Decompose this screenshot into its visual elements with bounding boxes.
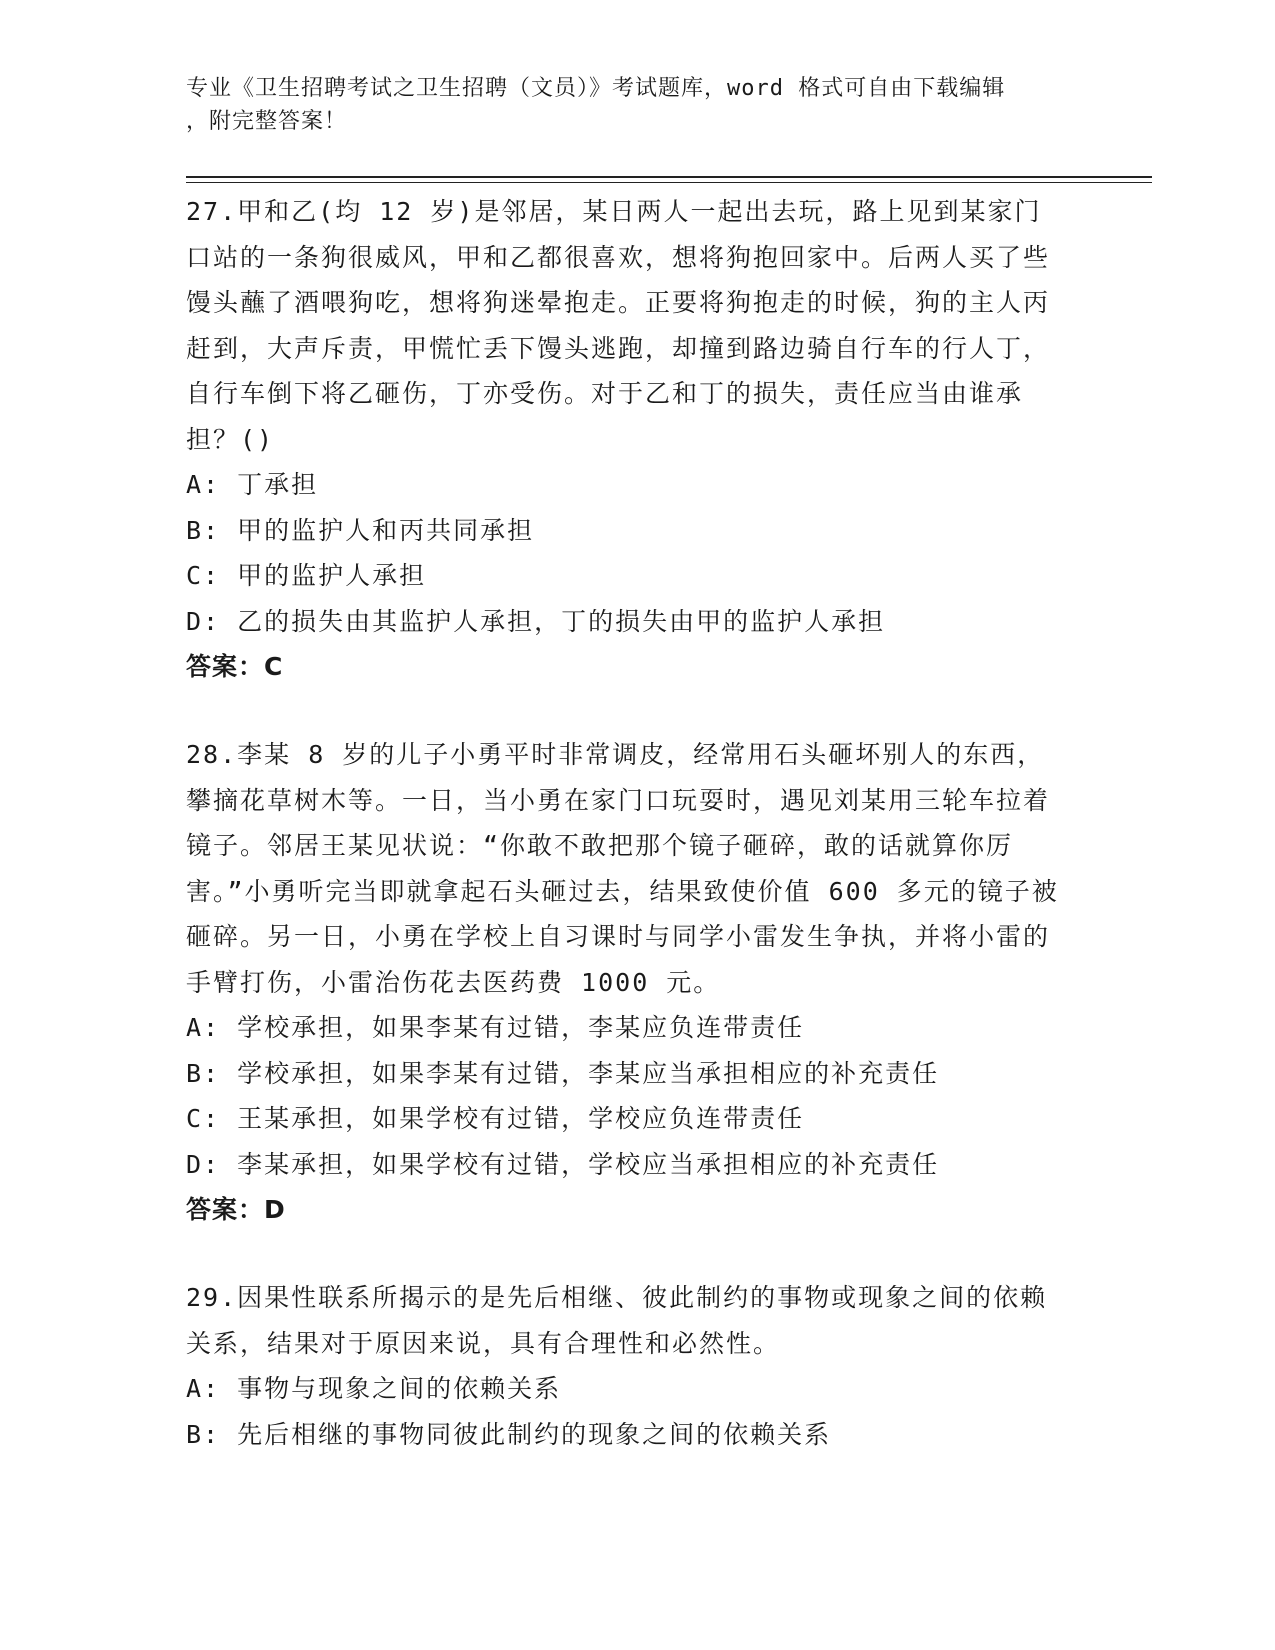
option-a: A: 学校承担，如果李某有过错，李某应负连带责任 xyxy=(186,1013,805,1042)
document-header xyxy=(186,72,1066,138)
answer: 答案：D xyxy=(186,1195,286,1224)
option-b: B: 学校承担，如果李某有过错，李某应当承担相应的补充责任 xyxy=(186,1058,940,1088)
option-c: C: 甲的监护人承担 xyxy=(186,561,427,590)
option-b: B: 先后相继的事物同彼此制约的现象之间的依赖关系 xyxy=(186,1419,832,1449)
header-divider-thick xyxy=(186,176,1152,178)
question-27 xyxy=(186,189,1066,690)
option-c: C: 王某承担，如果学校有过错，学校应负连带责任 xyxy=(186,1104,805,1133)
option-d: D: 李某承担，如果学校有过错，学校应当承担相应的补充责任 xyxy=(186,1149,940,1179)
option-d: D: 乙的损失由其监护人承担，丁的损失由甲的监护人承担 xyxy=(186,606,886,636)
option-a: A: 事物与现象之间的依赖关系 xyxy=(186,1374,562,1403)
option-a: A: 丁承担 xyxy=(186,470,319,499)
question-29 xyxy=(186,1275,1066,1457)
question-stem: 27.甲和乙(均 12 岁)是邻居，某日两人一起出去玩，路上见到某家门口站的一条狗很威风，甲和乙都很喜欢，想将狗抱回家中。后两人买了些馒头蘸了酒喂狗吃，想将狗迷晕抱走。正要将狗抱走的时候，狗的主人丙赶到，大声斥责，甲慌忙丢下馒头逃跑，却撞到路边骑自行车的行人丁，自行车倒下将乙砸伤，丁亦受伤。对于乙和丁的损失，责任应当由谁承担？() xyxy=(186,197,1051,454)
question-stem: 28.李某 8 岁的儿子小勇平时非常调皮，经常用石头砸坏别人的东西，攀摘花草树木等。一日，当小勇在家门口玩耍时，遇见刘某用三轮车拉着镜子。邻居王某见状说：“你敢不敢把那个镜子砸碎，敢的话就算你厉害。”小勇听完当即就拿起石头砸过去，结果致使价值 600 多元的镜子被砸碎。另一日，小勇在学校上自习课时与同学小雷发生争执，并将小雷的手臂打伤，小雷治伤花去医药费 1000 元。 xyxy=(186,740,1059,997)
header-line-1: 专业《卫生招聘考试之卫生招聘（文员）》考试题库，word 格式可自由下载编辑 xyxy=(186,76,1006,101)
answer: 答案：C xyxy=(186,652,284,681)
option-b: B: 甲的监护人和丙共同承担 xyxy=(186,515,535,545)
question-28 xyxy=(186,732,1066,1233)
header-line-2: ，附完整答案！ xyxy=(186,109,348,134)
header-divider-thin xyxy=(186,182,1152,183)
question-stem: 29.因果性联系所揭示的是先后相继、彼此制约的事物或现象之间的依赖关系，结果对于原因来说，具有合理性和必然性。 xyxy=(186,1283,1048,1358)
